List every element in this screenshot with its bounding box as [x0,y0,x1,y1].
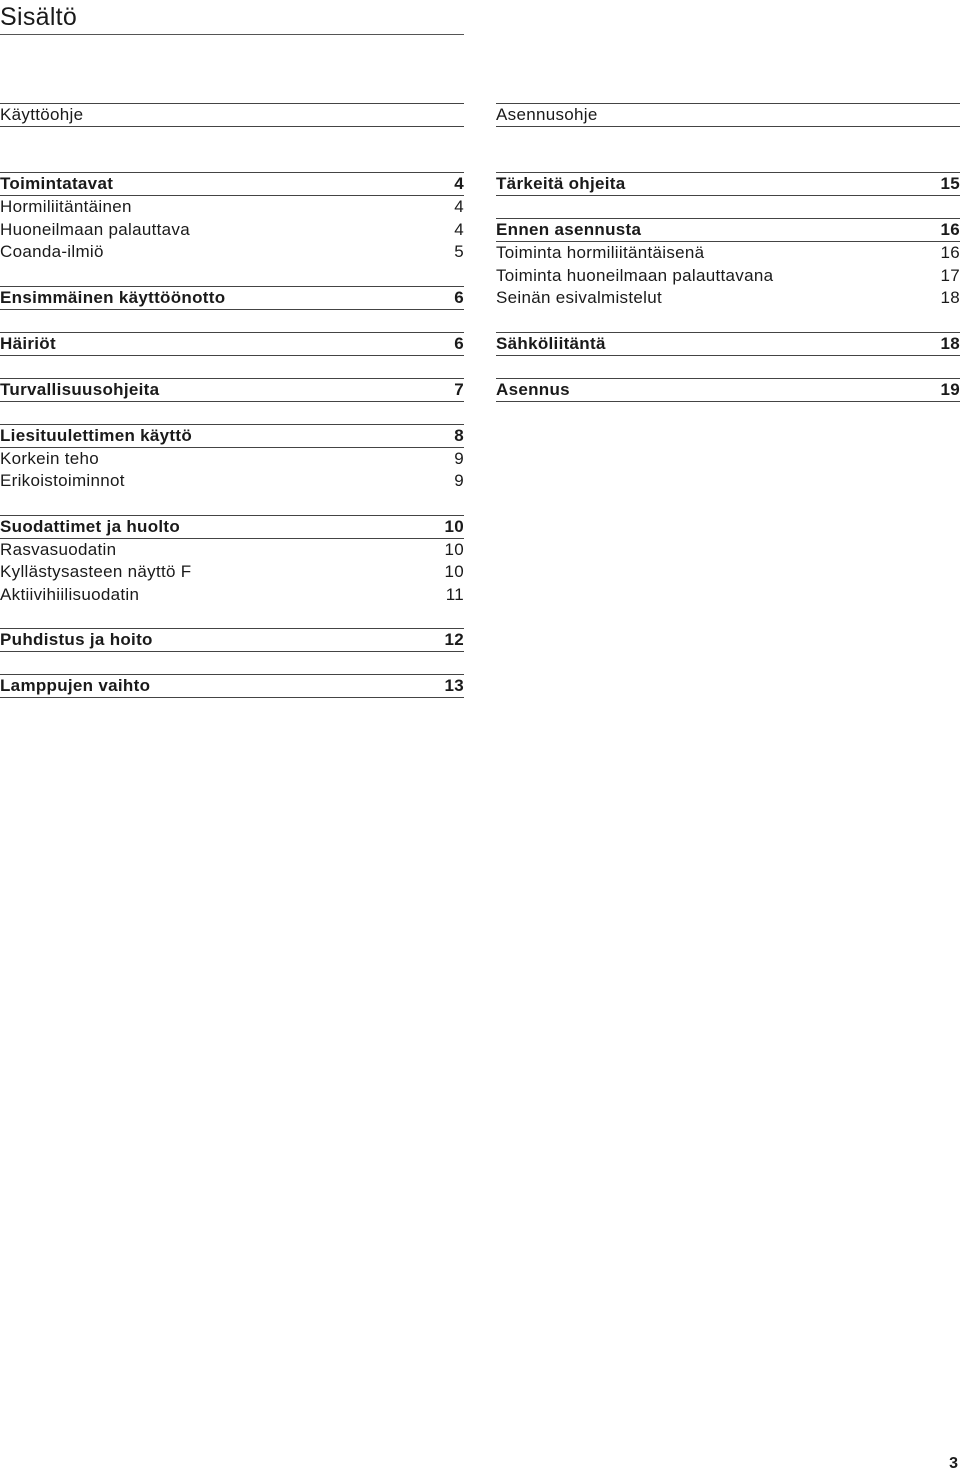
toc-entry-label: Hormiliitäntäinen [0,197,132,216]
toc-page-number: 17 [940,265,960,285]
toc-section-title: Ensimmäinen käyttöönotto [0,287,226,307]
toc-section [496,218,960,310]
toc-entry[interactable] [496,287,960,310]
toc-column-kayttoohje [0,103,464,720]
toc-column-asennusohje [496,103,960,424]
toc-section [0,628,464,652]
toc-page-number: 10 [444,562,464,581]
toc-section-title: Häiriöt [0,333,56,353]
toc-section-title: Suodattimet ja huolto [0,516,181,536]
toc-entry-label: Kyllästysasteen näyttö F [0,562,192,581]
toc-section-heading[interactable] [496,379,960,402]
toc-section-heading[interactable] [0,379,464,402]
toc-entry[interactable] [0,448,464,471]
toc-page-number: 12 [444,630,464,649]
toc-section-heading[interactable] [0,333,464,356]
toc-entry-label: Aktiivihiilisuodatin [0,584,140,604]
toc-section [496,172,960,196]
toc-section-heading[interactable] [0,516,464,539]
toc-page-number: 9 [454,471,464,490]
toc-section [0,424,464,493]
toc-entry[interactable] [496,242,960,265]
toc-page-number: 7 [454,379,464,399]
toc-page-number: 15 [940,174,960,193]
toc-entry-label: Coanda-ilmiö [0,242,104,261]
toc-section-title: Puhdistus ja hoito [0,630,153,649]
toc-section-heading[interactable] [0,425,464,448]
toc-page-number: 10 [444,516,464,536]
toc-section-heading[interactable] [0,675,464,698]
toc-entry[interactable] [496,265,960,288]
toc-page-number: 10 [444,539,464,559]
toc-section-title: Turvallisuusohjeita [0,379,160,399]
toc-page-number: 11 [445,584,464,604]
toc-page-number: 19 [940,379,960,399]
toc-entry-label: Huoneilmaan palauttava [0,219,190,239]
toc-sections [496,172,960,402]
toc-page-number: 18 [940,333,960,353]
toc-entry[interactable] [0,219,464,242]
toc-section-title: Liesituulettimen käyttö [0,425,193,445]
toc-sections [0,172,464,698]
toc-page-number: 13 [444,676,464,695]
toc-section-title: Ennen asennusta [496,220,642,239]
toc-page-number: 9 [454,448,464,468]
toc-entry[interactable] [0,561,464,584]
toc-entry[interactable] [0,539,464,562]
toc-page-number: 4 [454,174,464,193]
toc-page-number: 4 [454,197,464,216]
toc-section [0,378,464,402]
toc-section-heading[interactable] [0,629,464,652]
toc-section [496,332,960,356]
toc-entry-label: Rasvasuodatin [0,539,117,559]
toc-section-heading[interactable] [0,173,464,196]
toc-section [496,378,960,402]
column-heading: Asennusohje [496,103,960,127]
toc-section [0,332,464,356]
toc-entry[interactable] [0,241,464,264]
toc-section-heading[interactable] [0,287,464,310]
toc-entry[interactable] [0,584,464,607]
toc-section-heading[interactable] [496,173,960,196]
toc-page-number: 6 [454,287,464,307]
toc-page-number: 4 [454,219,464,239]
toc-entry-label: Erikoistoiminnot [0,471,125,490]
toc-page-number: 6 [454,333,464,353]
toc-section [0,172,464,264]
toc-entry[interactable] [0,470,464,493]
toc-page-number: 16 [940,243,960,262]
toc-page-number: 5 [454,242,464,261]
toc-section-title: Toimintatavat [0,174,114,193]
toc-section [0,674,464,698]
toc-entry-label: Toiminta hormiliitäntäisenä [496,243,705,262]
toc-section-title: Sähköliitäntä [496,333,606,353]
toc-section [0,286,464,310]
toc-entry[interactable] [0,196,464,219]
page-number: 3 [949,1455,958,1472]
toc-section-heading[interactable] [496,333,960,356]
toc-entry-label: Korkein teho [0,448,100,468]
toc-section-heading[interactable] [496,219,960,242]
toc-entry-label: Seinän esivalmistelut [496,288,662,307]
column-heading: Käyttöohje [0,103,464,127]
toc-page-number: 8 [454,425,464,445]
page-title: Sisältö [0,0,464,35]
toc-section-title: Tärkeitä ohjeita [496,174,626,193]
toc-page-number: 16 [940,220,960,239]
toc-section-title: Lamppujen vaihto [0,676,151,695]
toc-section-title: Asennus [496,379,570,399]
toc-page-number: 18 [940,288,960,307]
toc-section [0,515,464,607]
toc-entry-label: Toiminta huoneilmaan palauttavana [496,265,774,285]
